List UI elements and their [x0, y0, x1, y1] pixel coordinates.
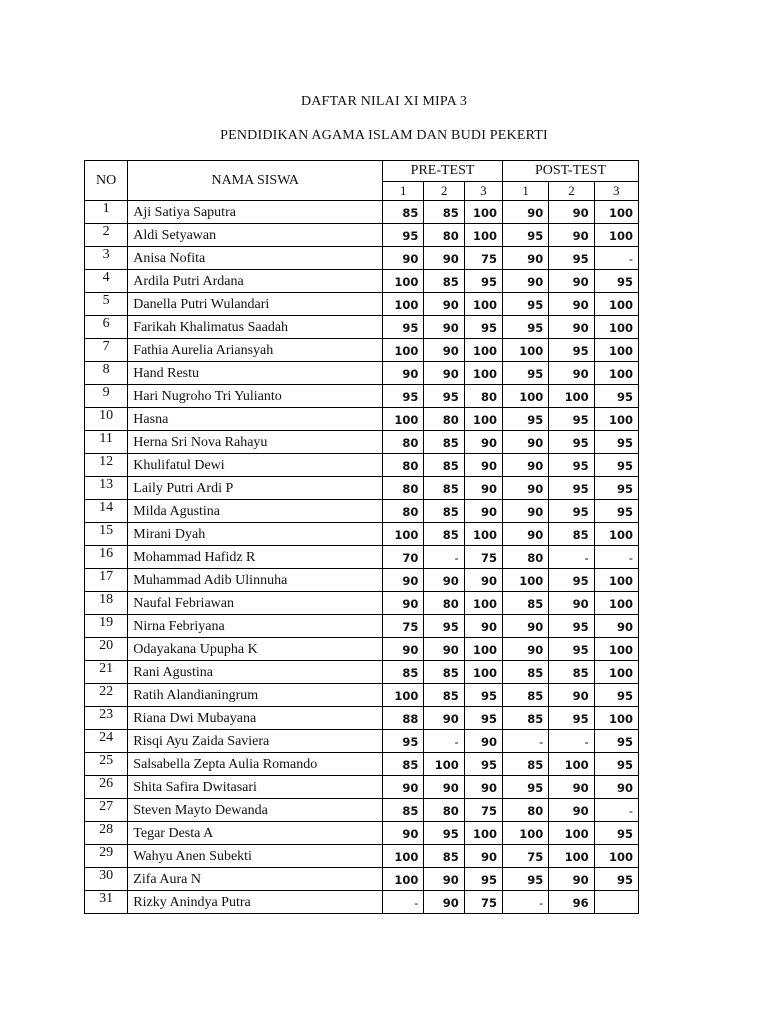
post-test-score: 95	[549, 247, 594, 270]
table-row	[85, 454, 639, 477]
table-row	[85, 339, 639, 362]
student-name: Ardila Putri Ardana	[128, 270, 383, 293]
pre-test-score: 90	[424, 247, 464, 270]
post-test-score: 95	[594, 730, 638, 753]
pre-test-score: 95	[464, 753, 502, 776]
pre-test-score: 90	[464, 500, 502, 523]
student-name: Muhammad Adib Ulinnuha	[128, 569, 383, 592]
post-test-score: -	[594, 799, 638, 822]
pre-test-score: 85	[424, 845, 464, 868]
student-name: Mirani Dyah	[128, 523, 383, 546]
post-test-score: -	[549, 730, 594, 753]
pre-test-score: 90	[464, 730, 502, 753]
pre-test-score: 100	[383, 523, 424, 546]
post-test-score: 90	[549, 592, 594, 615]
post-test-score: 95	[549, 707, 594, 730]
pre-test-score: 75	[464, 546, 502, 569]
pre-test-score: 95	[383, 224, 424, 247]
post-test-score: 90	[549, 293, 594, 316]
pre-test-score: 85	[424, 684, 464, 707]
row-number: 22	[85, 684, 128, 707]
header-post-test: POST-TEST	[502, 161, 638, 182]
pre-test-score: 100	[464, 592, 502, 615]
pre-test-score: 85	[383, 799, 424, 822]
pre-test-score: 100	[464, 224, 502, 247]
post-test-score: 100	[594, 316, 638, 339]
post-test-score: 90	[549, 201, 594, 224]
pre-test-score: 90	[464, 569, 502, 592]
pre-test-score: 75	[464, 891, 502, 914]
table-row	[85, 362, 639, 385]
post-test-score: 90	[502, 477, 548, 500]
post-test-score: 90	[549, 270, 594, 293]
row-number: 31	[85, 891, 128, 914]
post-test-score: 100	[594, 339, 638, 362]
student-name: Mohammad Hafidz R	[128, 546, 383, 569]
post-test-score: 95	[549, 615, 594, 638]
post-test-score: 100	[502, 339, 548, 362]
student-name: Fathia Aurelia Ariansyah	[128, 339, 383, 362]
grades-table	[84, 160, 639, 914]
pre-test-score: 90	[383, 362, 424, 385]
post-test-score: 100	[594, 592, 638, 615]
post-test-score: 95	[502, 316, 548, 339]
student-name: Milda Agustina	[128, 500, 383, 523]
table-row	[85, 822, 639, 845]
pre-test-score: 90	[464, 431, 502, 454]
pre-test-score: 85	[424, 201, 464, 224]
pre-test-score: 90	[464, 454, 502, 477]
document-subtitle: PENDIDIKAN AGAMA ISLAM DAN BUDI PEKERTI	[220, 128, 548, 143]
post-test-score: 100	[549, 822, 594, 845]
student-name: Rani Agustina	[128, 661, 383, 684]
pre-test-score: 85	[383, 753, 424, 776]
table-row	[85, 799, 639, 822]
row-number: 24	[85, 730, 128, 753]
table-row	[85, 408, 639, 431]
pre-test-score: 100	[424, 753, 464, 776]
student-name: Tegar Desta A	[128, 822, 383, 845]
post-test-score: 90	[502, 431, 548, 454]
post-test-score: 100	[594, 408, 638, 431]
student-name: Ratih Alandianingrum	[128, 684, 383, 707]
post-test-score: 95	[594, 753, 638, 776]
table-row	[85, 316, 639, 339]
pre-test-score: 85	[424, 523, 464, 546]
post-test-score: 90	[549, 362, 594, 385]
table-row	[85, 845, 639, 868]
post-test-score: 95	[594, 822, 638, 845]
pre-test-score: 90	[383, 776, 424, 799]
pre-test-score: 90	[424, 891, 464, 914]
row-number: 25	[85, 753, 128, 776]
post-test-score: 95	[549, 500, 594, 523]
post-test-score: 90	[502, 523, 548, 546]
post-test-score: 85	[502, 592, 548, 615]
student-name: Laily Putri Ardi P	[128, 477, 383, 500]
post-test-score: -	[549, 546, 594, 569]
post-test-score: 95	[502, 293, 548, 316]
header-post-col: 1	[502, 182, 548, 201]
table-row	[85, 523, 639, 546]
post-test-score: 100	[502, 385, 548, 408]
student-name: Hasna	[128, 408, 383, 431]
post-test-score: 95	[594, 500, 638, 523]
table-row	[85, 201, 639, 224]
student-name: Aldi Setyawan	[128, 224, 383, 247]
row-number: 1	[85, 201, 128, 224]
pre-test-score: 95	[464, 707, 502, 730]
pre-test-score: 80	[424, 408, 464, 431]
student-name: Steven Mayto Dewanda	[128, 799, 383, 822]
post-test-score: 95	[594, 385, 638, 408]
student-name: Herna Sri Nova Rahayu	[128, 431, 383, 454]
post-test-score: -	[594, 247, 638, 270]
header-pre-col: 3	[464, 182, 502, 201]
row-number: 27	[85, 799, 128, 822]
student-name: Hari Nugroho Tri Yulianto	[128, 385, 383, 408]
table-row	[85, 615, 639, 638]
pre-test-score: 95	[383, 385, 424, 408]
post-test-score: 90	[502, 270, 548, 293]
row-number: 9	[85, 385, 128, 408]
post-test-score: 90	[549, 316, 594, 339]
pre-test-score: 100	[464, 201, 502, 224]
post-test-score: 95	[594, 454, 638, 477]
post-test-score: 95	[594, 684, 638, 707]
table-row	[85, 224, 639, 247]
pre-test-score: 100	[383, 845, 424, 868]
post-test-score: 85	[549, 523, 594, 546]
row-number: 6	[85, 316, 128, 339]
post-test-score: 95	[594, 431, 638, 454]
post-test-score: 95	[594, 868, 638, 891]
document-title: DAFTAR NILAI XI MIPA 3	[300, 94, 468, 109]
post-test-score: 90	[502, 638, 548, 661]
header-name: NAMA SISWA	[128, 161, 383, 201]
post-test-score: 100	[502, 569, 548, 592]
table-row	[85, 385, 639, 408]
table-row	[85, 592, 639, 615]
post-test-score: 85	[502, 753, 548, 776]
table-row	[85, 270, 639, 293]
table-row	[85, 868, 639, 891]
post-test-score: 100	[549, 385, 594, 408]
pre-test-score: 90	[383, 592, 424, 615]
post-test-score: 95	[594, 477, 638, 500]
table-row	[85, 569, 639, 592]
table-body	[85, 201, 639, 914]
table-row	[85, 891, 639, 914]
post-test-score: 100	[594, 638, 638, 661]
table-row	[85, 500, 639, 523]
post-test-score	[594, 891, 638, 914]
table-header	[85, 161, 639, 201]
student-name: Shita Safira Dwitasari	[128, 776, 383, 799]
student-name: Zifa Aura N	[128, 868, 383, 891]
pre-test-score: 100	[383, 684, 424, 707]
post-test-score: 85	[502, 661, 548, 684]
student-name: Wahyu Anen Subekti	[128, 845, 383, 868]
pre-test-score: 85	[383, 661, 424, 684]
pre-test-score: 95	[424, 385, 464, 408]
row-number: 3	[85, 247, 128, 270]
pre-test-score: 85	[424, 454, 464, 477]
pre-test-score: -	[424, 546, 464, 569]
pre-test-score: 90	[424, 776, 464, 799]
table-row	[85, 477, 639, 500]
row-number: 16	[85, 546, 128, 569]
post-test-score: 100	[549, 845, 594, 868]
post-test-score: 80	[502, 799, 548, 822]
pre-test-score: 85	[424, 477, 464, 500]
header-post-col: 3	[594, 182, 638, 201]
pre-test-score: 80	[464, 385, 502, 408]
pre-test-score: 90	[383, 569, 424, 592]
post-test-score: 95	[549, 638, 594, 661]
post-test-score: 95	[549, 408, 594, 431]
pre-test-score: 100	[383, 293, 424, 316]
header-pre-col: 1	[383, 182, 424, 201]
post-test-score: 100	[594, 845, 638, 868]
table-row	[85, 730, 639, 753]
post-test-score: 90	[549, 868, 594, 891]
row-number: 12	[85, 454, 128, 477]
post-test-score: 90	[502, 247, 548, 270]
post-test-score: 95	[502, 408, 548, 431]
student-name: Riana Dwi Mubayana	[128, 707, 383, 730]
post-test-score: 100	[594, 661, 638, 684]
pre-test-score: 85	[424, 500, 464, 523]
pre-test-score: 90	[424, 638, 464, 661]
post-test-score: 90	[549, 684, 594, 707]
pre-test-score: 90	[464, 776, 502, 799]
post-test-score: 90	[502, 201, 548, 224]
header-pre-test: PRE-TEST	[383, 161, 503, 182]
pre-test-score: 90	[424, 293, 464, 316]
pre-test-score: 100	[383, 270, 424, 293]
table-row	[85, 707, 639, 730]
table-row	[85, 776, 639, 799]
post-test-score: 95	[594, 270, 638, 293]
post-test-score: 100	[594, 293, 638, 316]
pre-test-score: 90	[424, 362, 464, 385]
post-test-score: 90	[594, 615, 638, 638]
post-test-score: 95	[549, 339, 594, 362]
post-test-score: 75	[502, 845, 548, 868]
row-number: 23	[85, 707, 128, 730]
post-test-score: 90	[549, 799, 594, 822]
table-row	[85, 684, 639, 707]
table-row	[85, 546, 639, 569]
pre-test-score: 80	[424, 224, 464, 247]
header-pre-col: 2	[424, 182, 464, 201]
post-test-score: 85	[549, 661, 594, 684]
table-row	[85, 293, 639, 316]
row-number: 26	[85, 776, 128, 799]
pre-test-score: 100	[464, 661, 502, 684]
pre-test-score: 85	[424, 270, 464, 293]
pre-test-score: 85	[424, 661, 464, 684]
pre-test-score: 90	[424, 868, 464, 891]
row-number: 13	[85, 477, 128, 500]
header-post-col: 2	[549, 182, 594, 201]
post-test-score: 90	[549, 776, 594, 799]
post-test-score: 100	[594, 201, 638, 224]
pre-test-score: 80	[383, 477, 424, 500]
pre-test-score: -	[424, 730, 464, 753]
row-number: 15	[85, 523, 128, 546]
table-row	[85, 638, 639, 661]
header-no: NO	[85, 161, 128, 201]
pre-test-score: 90	[424, 339, 464, 362]
row-number: 17	[85, 569, 128, 592]
post-test-score: 95	[502, 362, 548, 385]
student-name: Nirna Febriyana	[128, 615, 383, 638]
post-test-score: 90	[502, 500, 548, 523]
pre-test-score: 100	[464, 408, 502, 431]
table-row	[85, 753, 639, 776]
post-test-score: -	[594, 546, 638, 569]
pre-test-score: 100	[464, 339, 502, 362]
pre-test-score: 95	[424, 822, 464, 845]
post-test-score: 100	[549, 753, 594, 776]
row-number: 8	[85, 362, 128, 385]
pre-test-score: 85	[424, 431, 464, 454]
pre-test-score: 100	[464, 638, 502, 661]
row-number: 7	[85, 339, 128, 362]
student-name: Farikah Khalimatus Saadah	[128, 316, 383, 339]
pre-test-score: 80	[383, 454, 424, 477]
pre-test-score: 75	[383, 615, 424, 638]
post-test-score: 100	[594, 569, 638, 592]
student-name: Anisa Nofita	[128, 247, 383, 270]
student-name: Risqi Ayu Zaida Saviera	[128, 730, 383, 753]
pre-test-score: 90	[383, 638, 424, 661]
post-test-score: 90	[502, 615, 548, 638]
pre-test-score: 75	[464, 247, 502, 270]
pre-test-score: 100	[464, 362, 502, 385]
pre-test-score: 80	[383, 431, 424, 454]
pre-test-score: 90	[464, 845, 502, 868]
pre-test-score: 100	[383, 868, 424, 891]
pre-test-score: 75	[464, 799, 502, 822]
student-name: Aji Satiya Saputra	[128, 201, 383, 224]
pre-test-score: 100	[383, 339, 424, 362]
pre-test-score: 90	[424, 316, 464, 339]
post-test-score: 95	[549, 431, 594, 454]
post-test-score: -	[502, 730, 548, 753]
row-number: 14	[85, 500, 128, 523]
pre-test-score: 100	[383, 408, 424, 431]
post-test-score: 85	[502, 707, 548, 730]
post-test-score: 95	[502, 868, 548, 891]
row-number: 28	[85, 822, 128, 845]
pre-test-score: 95	[383, 316, 424, 339]
student-name: Odayakana Upupha K	[128, 638, 383, 661]
table-row	[85, 661, 639, 684]
row-number: 4	[85, 270, 128, 293]
table-row	[85, 431, 639, 454]
pre-test-score: -	[383, 891, 424, 914]
post-test-score: 95	[549, 569, 594, 592]
pre-test-score: 90	[424, 707, 464, 730]
pre-test-score: 95	[383, 730, 424, 753]
row-number: 19	[85, 615, 128, 638]
post-test-score: -	[502, 891, 548, 914]
row-number: 11	[85, 431, 128, 454]
student-name: Danella Putri Wulandari	[128, 293, 383, 316]
row-number: 20	[85, 638, 128, 661]
pre-test-score: 100	[464, 523, 502, 546]
pre-test-score: 88	[383, 707, 424, 730]
post-test-score: 85	[502, 684, 548, 707]
row-number: 2	[85, 224, 128, 247]
post-test-score: 100	[594, 224, 638, 247]
post-test-score: 95	[502, 224, 548, 247]
pre-test-score: 90	[464, 477, 502, 500]
pre-test-score: 80	[424, 592, 464, 615]
pre-test-score: 95	[424, 615, 464, 638]
pre-test-score: 90	[383, 247, 424, 270]
post-test-score: 96	[549, 891, 594, 914]
student-name: Salsabella Zepta Aulia Romando	[128, 753, 383, 776]
pre-test-score: 90	[464, 615, 502, 638]
row-number: 10	[85, 408, 128, 431]
pre-test-score: 90	[383, 822, 424, 845]
post-test-score: 100	[594, 362, 638, 385]
row-number: 18	[85, 592, 128, 615]
pre-test-score: 90	[424, 569, 464, 592]
student-name: Rizky Anindya Putra	[128, 891, 383, 914]
post-test-score: 80	[502, 546, 548, 569]
post-test-score: 90	[502, 454, 548, 477]
pre-test-score: 100	[464, 822, 502, 845]
pre-test-score: 85	[383, 201, 424, 224]
post-test-score: 90	[594, 776, 638, 799]
pre-test-score: 95	[464, 316, 502, 339]
pre-test-score: 80	[424, 799, 464, 822]
post-test-score: 95	[549, 477, 594, 500]
table-row	[85, 247, 639, 270]
row-number: 21	[85, 661, 128, 684]
student-name: Naufal Febriawan	[128, 592, 383, 615]
pre-test-score: 95	[464, 270, 502, 293]
pre-test-score: 100	[464, 293, 502, 316]
student-name: Hand Restu	[128, 362, 383, 385]
post-test-score: 100	[594, 523, 638, 546]
row-number: 5	[85, 293, 128, 316]
pre-test-score: 70	[383, 546, 424, 569]
pre-test-score: 95	[464, 684, 502, 707]
student-name: Khulifatul Dewi	[128, 454, 383, 477]
pre-test-score: 80	[383, 500, 424, 523]
post-test-score: 95	[502, 776, 548, 799]
post-test-score: 100	[594, 707, 638, 730]
post-test-score: 90	[549, 224, 594, 247]
row-number: 29	[85, 845, 128, 868]
row-number: 30	[85, 868, 128, 891]
post-test-score: 95	[549, 454, 594, 477]
post-test-score: 100	[502, 822, 548, 845]
pre-test-score: 95	[464, 868, 502, 891]
